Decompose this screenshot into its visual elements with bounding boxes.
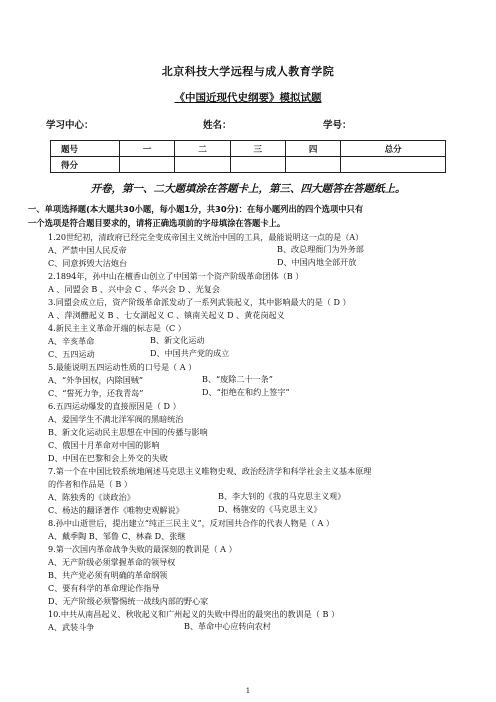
table-cell: 四 [285, 141, 340, 157]
option: C、俄国十月革命对中国的影响 [48, 440, 160, 450]
question-stem: 5.最能说明五四运动性质的口号是（ A ） [48, 362, 197, 372]
table-cell: 得分 [51, 157, 120, 173]
table-cell [341, 157, 446, 173]
question-stem-continued: 的作者和作品是（ B ） [48, 479, 132, 489]
option: C、要有科学的革命理论作指导 [48, 583, 160, 593]
option-row: A 、同盟会 B 、兴中会 C 、华兴会 D 、光复会 [48, 284, 220, 294]
option: D、中国共产党的成立 [150, 348, 230, 358]
option: A、“外争国权，内除国贼” [48, 375, 144, 385]
center-label: 学习中心： [46, 120, 94, 131]
table-cell: 总分 [341, 141, 446, 157]
question-stem: 10.中共从南昌起义、秋收起义和广州起义的失败中得出的最突出的教训是（ B ） [48, 609, 340, 619]
table-cell [120, 157, 175, 173]
option: D、杨匏安的《马克思主义》 [218, 504, 322, 514]
question-stem: 3.同盟会成立后，资产阶级革命派发动了一系列武装起义，其中影响最大的是（ D ） [48, 297, 351, 307]
option: B、革命中心应转向农村 [184, 621, 271, 631]
table-cell [285, 157, 340, 173]
option: A、武装斗争 [48, 622, 95, 632]
question-stem: 7.第一个在中国比较系统地阐述马克思主义唯物史观、政治经济学和科学社会主义基本原理 [48, 466, 372, 476]
option: D、“拒绝在和约上签字” [202, 387, 290, 397]
question-stem: 1.20世纪初，清政府已经完全变成帝国主义统治中国的工具，最能说明这一点的是（A） [48, 232, 364, 242]
option: A、爱国学生不满北洋军阀的黑暗统治 [48, 414, 184, 424]
option: D、中国内地全部开放 [277, 257, 357, 267]
option: B、李大钊的《我的马克思主义观》 [218, 491, 346, 501]
option: C、同意拆毁大沽炮台 [48, 258, 128, 268]
option: C、五四运动 [48, 349, 95, 359]
exam-title [0, 90, 496, 105]
option-row: A 、萍浏醴起义 B 、七女湖起义 C 、镇南关起义 D 、黄花岗起义 [48, 310, 285, 320]
option: C、“誓死力争，还我青岛” [48, 388, 144, 398]
table-cell: 一 [120, 141, 175, 157]
option: B、改总理衙门为外务部 [277, 244, 364, 254]
question-stem: 4.新民主主义革命开端的标志是（C ） [48, 323, 186, 333]
option: A、陈独秀的《谈政治》 [48, 492, 135, 502]
name-label: 姓名： [203, 120, 232, 131]
option: A、辛亥革命 [48, 336, 95, 346]
option: B、“废除二十一条” [202, 374, 273, 384]
id-label: 学号： [323, 120, 352, 131]
table-cell [230, 157, 285, 173]
section-heading-line1: 一、单项选择题(本大题共30小题，每小题1分，共30分)：在每小题列出的四个选项中只有 [28, 204, 364, 214]
option: B、共产党必须有明确的革命纲领 [48, 570, 168, 580]
section-heading-line2: 一个选项是符合题目要求的，请将正确选项前的字母填涂在答题卡上。 [28, 218, 286, 228]
score-table-score-row [51, 157, 446, 173]
exam-title-text: 《中国近现代史纲要》模拟试题 [174, 92, 322, 104]
option: B、新文化运动 [150, 335, 205, 345]
table-cell [175, 157, 230, 173]
question-stem: 8.孙中山逝世后，提出建立“纯正三民主义”，反对国共合作的代表人物是（ A ） [48, 518, 334, 528]
option: A、严禁中国人民反帝 [48, 245, 127, 255]
exam-notice: 开卷，第一、二大题填涂在答题卡上，第三、四大题答在答题纸上。 [90, 183, 406, 195]
option: C、杨达的翻译著作《唯物史观解说》 [48, 505, 184, 515]
question-stem: 2.1894年，孙中山在檀香山创立了中国第一个资产阶级革命团体（B ） [48, 271, 304, 281]
option: B、新文化运动民主思想在中国的传播与影响 [48, 427, 208, 437]
page-number: 1 [245, 687, 251, 695]
question-stem: 9.第一次国内革命战争失败的最深刻的教训是（ A ） [48, 544, 237, 554]
option-row: A、戴季陶 B、邹鲁 C、林森 D、张继 [48, 531, 186, 541]
table-cell: 题号 [51, 141, 120, 157]
score-table [50, 140, 446, 173]
score-table-header-row [51, 141, 446, 157]
school-title: 北京科技大学远程与成人教育学院 [161, 65, 335, 78]
option: D、中国在巴黎和会上外交的失败 [48, 453, 168, 463]
table-cell: 二 [175, 141, 230, 157]
question-stem: 6.五四运动爆发的直接原因是（ D ） [48, 401, 181, 411]
table-cell: 三 [230, 141, 285, 157]
option: D、无产阶级必须警惕统一战线内部的野心家 [48, 596, 209, 606]
option: A、无产阶级必须掌握革命的领导权 [48, 557, 176, 567]
